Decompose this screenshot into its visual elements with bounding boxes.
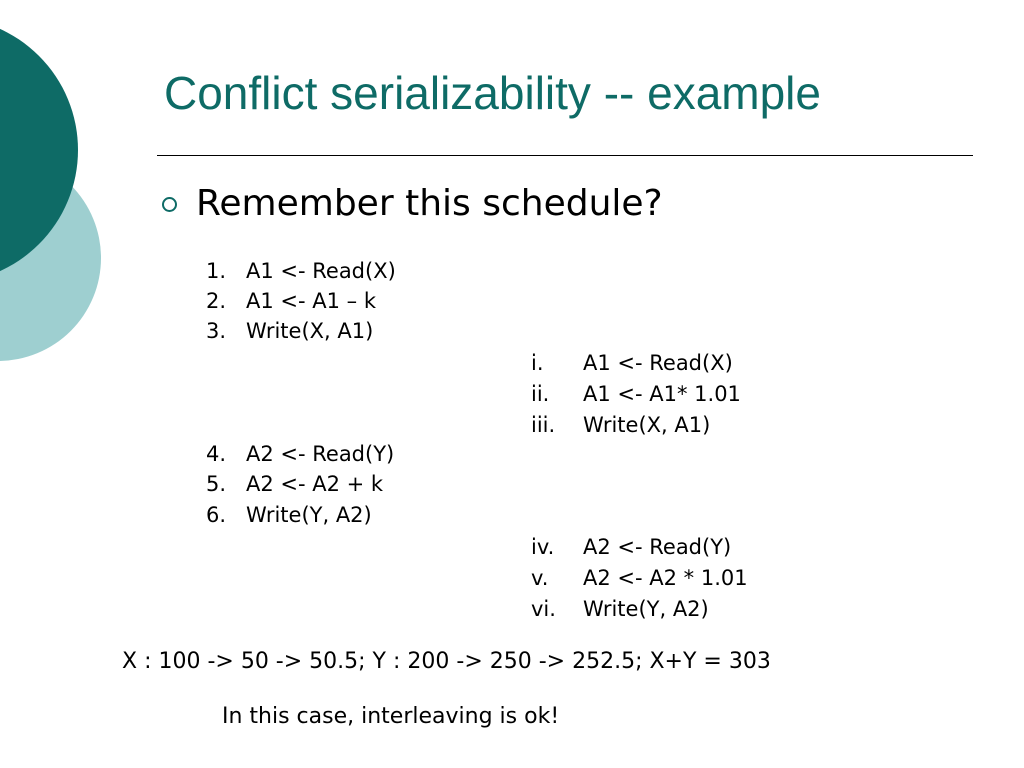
bullet-text: Remember this schedule? [196, 183, 663, 224]
t1-step-text: A2 <- A2 + k [246, 472, 384, 496]
t2-step-text: Write(X, A1) [583, 413, 711, 437]
title-divider [157, 155, 973, 156]
value-summary: X : 100 -> 50 -> 50.5; Y : 200 -> 250 -> 252.5; X+Y = 303 [122, 649, 771, 674]
t1-step-number: 1. [206, 259, 227, 283]
t1-step-text: Write(X, A1) [246, 319, 374, 343]
t2-step-number: ii. [531, 382, 550, 406]
conclusion-text: In this case, interleaving is ok! [222, 704, 560, 729]
t2-step-number: v. [531, 566, 549, 590]
t2-step-number: iii. [531, 413, 556, 437]
t1-step-text: A2 <- Read(Y) [246, 442, 395, 466]
t2-step-text: A2 <- Read(Y) [583, 535, 732, 559]
t2-step-text: Write(Y, A2) [583, 597, 709, 621]
t2-step-number: i. [531, 351, 544, 375]
t1-step-text: A1 <- Read(X) [246, 259, 396, 283]
t1-step-number: 5. [206, 472, 227, 496]
t1-step-number: 6. [206, 503, 227, 527]
t2-step-number: iv. [531, 535, 555, 559]
slide-title: Conflict serializability -- example [164, 67, 821, 119]
t2-step-text: A1 <- A1* 1.01 [583, 382, 741, 406]
decorative-circles [0, 0, 110, 400]
t1-step-number: 4. [206, 442, 227, 466]
t1-step-number: 2. [206, 289, 227, 313]
hollow-circle-bullet-icon [162, 197, 177, 212]
t2-step-text: A2 <- A2 * 1.01 [583, 566, 748, 590]
t1-step-text: Write(Y, A2) [246, 503, 372, 527]
bullet-item [162, 176, 663, 232]
t2-step-number: vi. [531, 597, 556, 621]
t2-step-text: A1 <- Read(X) [583, 351, 733, 375]
t1-step-text: A1 <- A1 – k [246, 289, 376, 313]
t1-step-number: 3. [206, 319, 227, 343]
